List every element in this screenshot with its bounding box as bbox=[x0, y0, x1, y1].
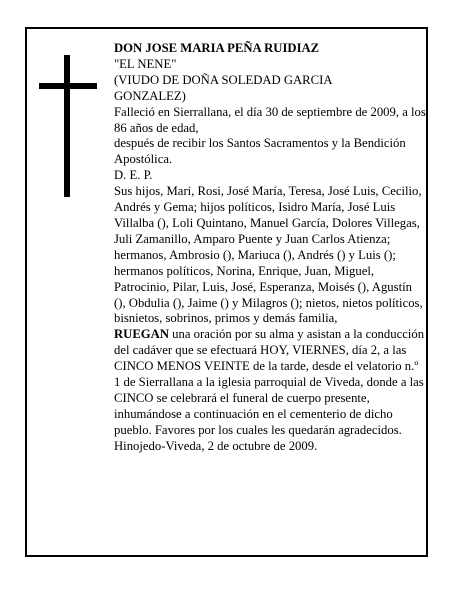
sacraments-statement: después de recibir los Santos Sacramentos y la Bendición Apostólica. bbox=[114, 136, 406, 167]
deceased-name: DON JOSE MARIA PEÑA RUIDIAZ bbox=[114, 41, 320, 55]
death-statement: Falleció en Sierrallana, el día 30 de septiembre de 2009, a los 86 años de edad, bbox=[114, 104, 426, 135]
widower-line-2: GONZALEZ) bbox=[114, 88, 186, 103]
cross-horizontal-bar bbox=[39, 83, 97, 89]
deceased-nickname: "EL NENE" bbox=[114, 56, 177, 71]
request-lead: RUEGAN bbox=[114, 327, 169, 342]
widower-line-1: (VIUDO DE DOÑA SOLEDAD GARCIA bbox=[114, 72, 333, 87]
request-body: una oración por su alma y asistan a la conducción del cadáver que se efectuará HOY, VIERNES, día 2, a las CINCO MENOS VEINTE de la tarde, desde el velatorio n.º 1 de Sierrallana a la iglesia parroquial de Viveda, donde a las CINCO se celebrará el funeral de cuerpo presente, inhumándose a continuación en el cementerio de dicho pueblo. Favores por los cuales les quedarán agradecidos. bbox=[114, 327, 425, 437]
family-list: Sus hijos, Mari, Rosi, José María, Teresa, José Luis, Cecilio, Andrés y Gema; hijos políticos, Isidro María, José Luis Villalba (), Loli Quintano, Manuel García, Dolores Villegas, Juli Zamanillo, Amparo Puente y Juan Carlos Atienza; hermanos, Ambrosio (), Mariuca (), Andrés () y Luis (); hermanos políticos, Norina, Enrique, Juan, Miguel, Patrocinio, Pilar, Luis, José, Esperanza, Moisés (), Agustín (), Obdulia (), Jaime () y Milagros (); nietos, nietos políticos, bisnietos, sobrinos, primos y demás familia, bbox=[114, 184, 423, 326]
obituary-text bbox=[114, 41, 426, 455]
cross-icon bbox=[39, 55, 97, 197]
cross-vertical-bar bbox=[64, 55, 70, 197]
place-and-date: Hinojedo-Viveda, 2 de octubre de 2009. bbox=[114, 438, 318, 453]
rest-in-peace: D. E. P. bbox=[114, 168, 153, 183]
funeral-request bbox=[114, 327, 426, 438]
